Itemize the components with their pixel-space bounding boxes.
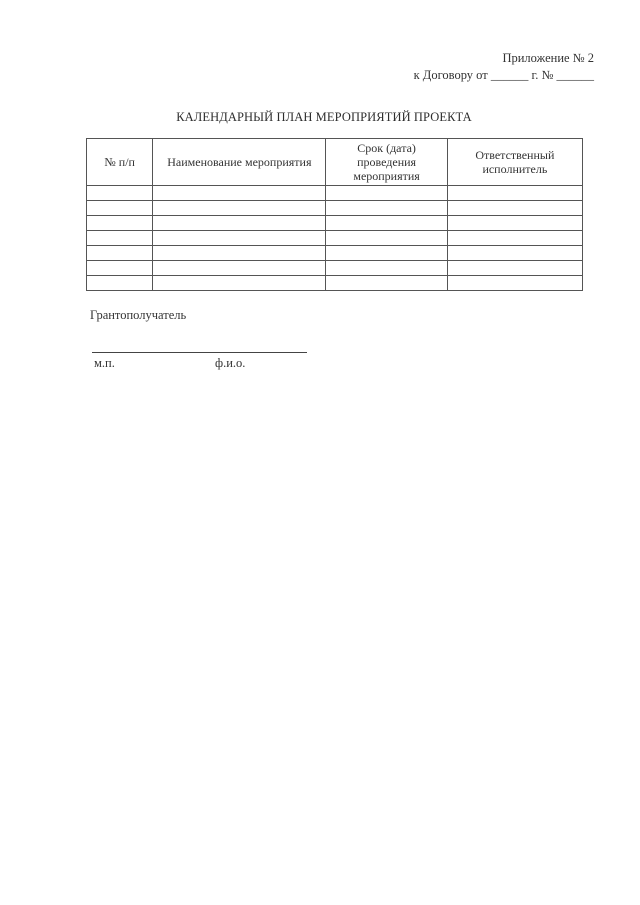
table-cell [447,216,582,231]
table-row [87,201,583,216]
table-cell [87,216,153,231]
table-cell [447,246,582,261]
table-body [87,186,583,291]
table-cell [447,201,582,216]
table-cell [326,216,447,231]
table-cell [447,276,582,291]
table-cell [153,276,326,291]
table-row [87,276,583,291]
appendix-number: Приложение № 2 [502,51,594,65]
grant-recipient-label: Грантополучатель [90,308,187,322]
header-event-date: Срок (дата) проведения мероприятия [326,139,447,186]
table-cell [326,201,447,216]
table-header-row [87,139,583,186]
table-row [87,231,583,246]
table-cell [87,261,153,276]
table-cell [326,231,447,246]
table-cell [87,246,153,261]
table-cell [326,261,447,276]
header-event-name: Наименование мероприятия [153,139,326,186]
table-cell [326,276,447,291]
signature-line [92,352,307,353]
table-cell [87,201,153,216]
table-cell [447,261,582,276]
table-cell [153,261,326,276]
table-row [87,186,583,201]
appendix-note [414,50,594,84]
table-row [87,216,583,231]
full-name-label: ф.и.о. [215,356,246,370]
events-plan-table [86,138,583,291]
table-cell [326,186,447,201]
table-row [87,246,583,261]
header-number: № п/п [87,139,153,186]
table-cell [447,186,582,201]
table-cell [153,216,326,231]
table-cell [326,246,447,261]
table-cell [153,231,326,246]
table-cell [87,276,153,291]
appendix-contract-ref: к Договору от ______ г. № ______ [413,68,594,82]
table-cell [447,231,582,246]
table-cell [87,186,153,201]
document-title: КАЛЕНДАРНЫЙ ПЛАН МЕРОПРИЯТИЙ ПРОЕКТА [176,110,472,124]
stamp-label: м.п. [94,356,115,370]
table-row [87,261,583,276]
table-cell [153,186,326,201]
table-cell [153,201,326,216]
table-cell [87,231,153,246]
table-cell [153,246,326,261]
header-responsible: Ответственный исполнитель [447,139,582,186]
